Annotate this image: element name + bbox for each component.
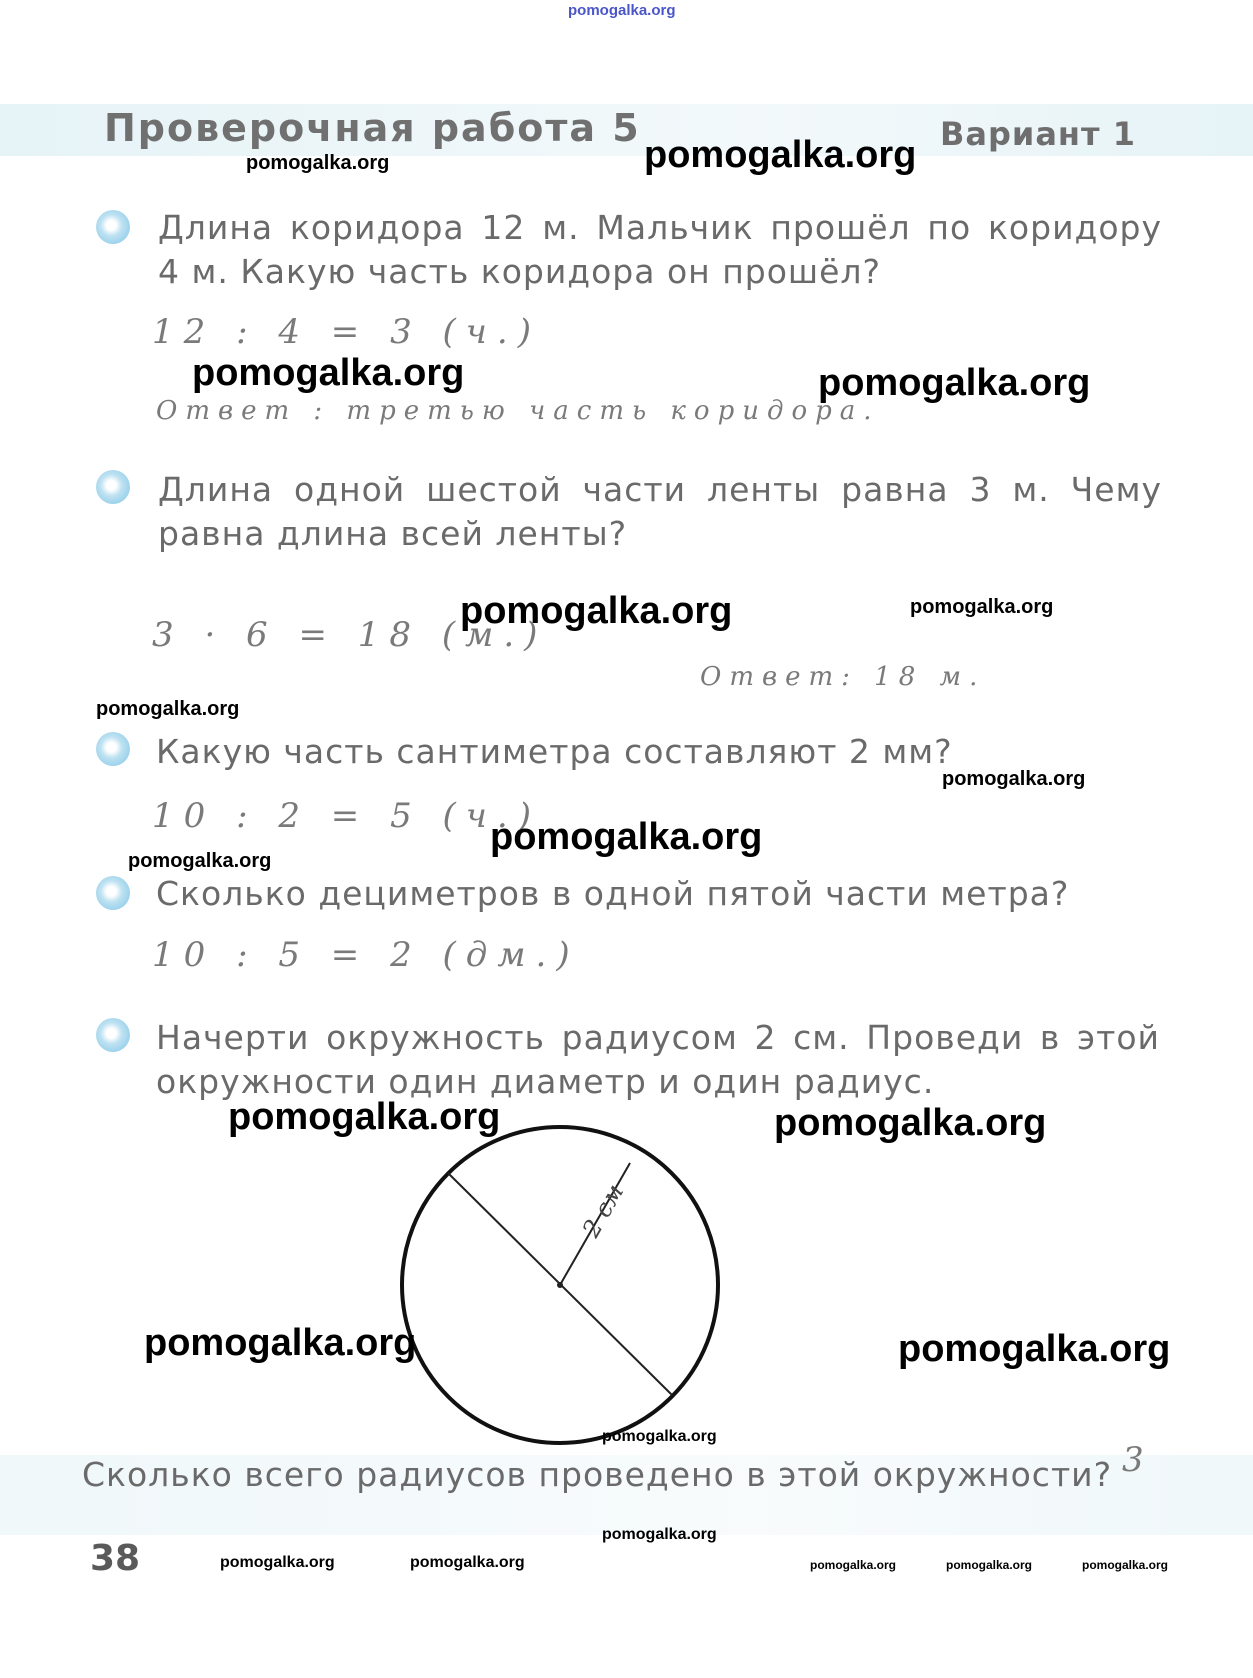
task-2-text-line-2: равна длина всей ленты? [158, 514, 628, 553]
task-2-text: Длина одной шестой части ленты равна 3 м. Чему [158, 470, 1162, 509]
watermark: pomogalka.org [410, 1554, 525, 1571]
page-title: Проверочная работа 5 [104, 106, 641, 150]
task-3-solution: 10 : 2 = 5 (ч.) [152, 796, 541, 836]
task-4-number-icon [96, 876, 130, 910]
watermark: pomogalka.org [228, 1096, 501, 1138]
page-number: 38 [90, 1538, 141, 1579]
watermark: pomogalka.org [644, 134, 917, 176]
watermark: pomogalka.org [818, 362, 1091, 404]
task-1-text: Длина коридора 12 м. Мальчик прошёл по коридору [158, 208, 1162, 247]
watermark: pomogalka.org [96, 698, 240, 720]
watermark: pomogalka.org [910, 596, 1054, 618]
watermark: pomogalka.org [602, 1526, 717, 1543]
task-2-number-icon [96, 470, 130, 504]
task-3-text: Какую часть сантиметра составляют 2 мм? [156, 732, 953, 771]
bottom-question: Сколько всего радиусов проведено в этой окружности? [82, 1455, 1113, 1494]
watermark: pomogalka.org [144, 1322, 417, 1364]
task-1-text-line-2: 4 м. Какую часть коридора он прошёл? [158, 252, 882, 291]
watermark: pomogalka.org [898, 1328, 1171, 1370]
watermark: pomogalka.org [246, 152, 390, 174]
variant-label: Вариант 1 [940, 115, 1136, 153]
watermark: pomogalka.org [1082, 1558, 1169, 1572]
task-1-solution: 12 : 4 = 3 (ч.) [152, 312, 541, 352]
radius-label: 2 см [576, 1179, 630, 1242]
task-5-text: Начерти окружность радиусом 2 см. Проведи в этой [156, 1018, 1160, 1057]
task-4-solution: 10 : 5 = 2 (дм.) [152, 935, 580, 975]
watermark: pomogalka.org [192, 352, 465, 394]
center-point [557, 1282, 563, 1288]
task-2-answer: Ответ: 18 м. [700, 662, 986, 692]
watermark: pomogalka.org [942, 768, 1086, 790]
watermark: pomogalka.org [490, 816, 763, 858]
watermark: pomogalka.org [946, 1558, 1033, 1572]
task-4-text: Сколько дециметров в одной пятой части метра? [156, 874, 1070, 913]
task-5-number-icon [96, 1018, 130, 1052]
circle-drawing [390, 1115, 730, 1455]
task-2-solution: 3 · 6 = 18 (м.) [152, 615, 548, 655]
task-1-number-icon [96, 210, 130, 244]
watermark: pomogalka.org [220, 1554, 335, 1571]
task-5-text-line-2: окружности один диаметр и один радиус. [156, 1062, 935, 1101]
watermark: pomogalka.org [810, 1558, 897, 1572]
watermark: pomogalka.org [602, 1428, 717, 1445]
watermark: pomogalka.org [460, 590, 733, 632]
task-3-number-icon [96, 732, 130, 766]
watermark: pomogalka.org [774, 1102, 1047, 1144]
site-link[interactable]: pomogalka.org [568, 2, 676, 19]
task-1-answer: Ответ : третью часть коридора. [156, 396, 880, 426]
watermark: pomogalka.org [128, 850, 272, 872]
bottom-answer: 3 [1122, 1440, 1154, 1480]
